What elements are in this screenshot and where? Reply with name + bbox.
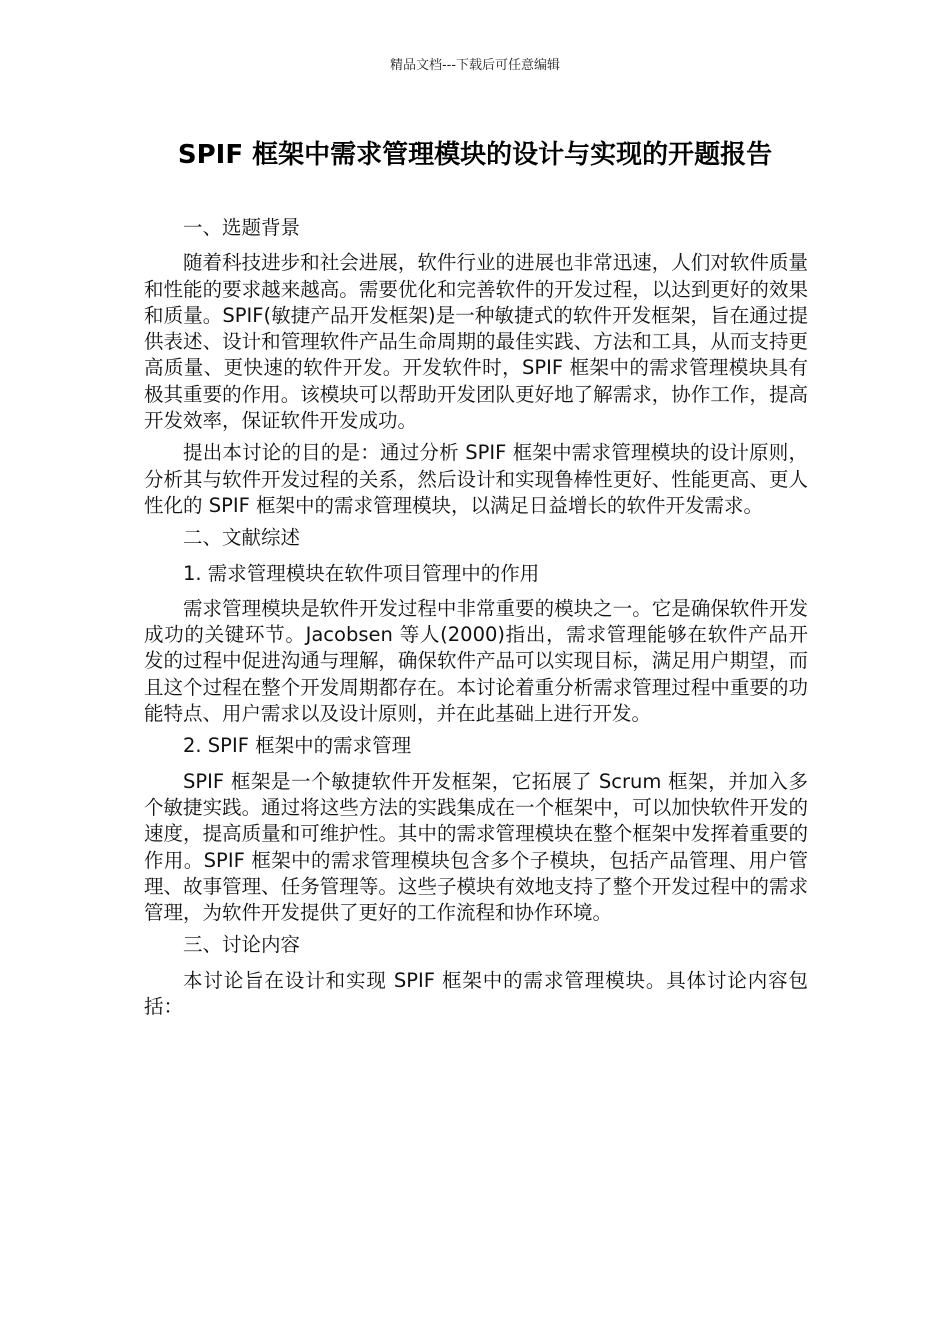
section-heading-research-content: 三、讨论内容 — [183, 933, 301, 957]
paragraph-spif-requirements: SPIF 框架是一个敏捷软件开发框架，它拓展了 Scrum 框架，并加入多个敏捷实践。通过将这些方法的实践集成在一个框架中，可以加快软件开发的速度，提高质量和可维护性。其中的需求管理模块在整个框架中发挥着重要的作用。SPIF 框架中的需求管理模块包含多个子模块，包括产品管理、用户管理、故事管理、任务管理等。这些子模块有效地支持了整个开发过程中的需求管理，为软件开发提供了更好的工作流程和协作环境。 — [144, 769, 808, 925]
document-title: SPIF 框架中需求管理模块的设计与实现的开题报告 — [177, 140, 773, 170]
section-heading-literature: 二、文献综述 — [183, 526, 301, 550]
paragraph-background-1: 随着科技进步和社会进展，软件行业的进展也非常迅速，人们对软件质量和性能的要求越来越高。需要优化和完善软件的开发过程，以达到更好的效果和质量。SPIF(敏捷产品开发框架)是一种敏捷式的软件开发框架，旨在通过提供表述、设计和管理软件产品生命周期的最佳实践、方法和工具，从而支持更高质量、更快速的软件开发。开发软件时，SPIF 框架中的需求管理模块具有极其重要的作用。该模块可以帮助开发团队更好地了解需求，协作工作，提高开发效率，保证软件开发成功。 — [144, 251, 808, 433]
document-body — [144, 215, 808, 1026]
paragraph-requirements-role: 需求管理模块是软件开发过程中非常重要的模块之一。它是确保软件开发成功的关键环节。Jacobsen 等人(2000)指出，需求管理能够在软件产品开发的过程中促进沟通与理解，确保软件产品可以实现目标，满足用户期望，而且这个过程在整个开发周期都存在。本讨论着重分析需求管理过程中重要的功能特点、用户需求以及设计原则，并在此基础上进行开发。 — [144, 596, 808, 726]
paragraph-background-2: 提出本讨论的目的是：通过分析 SPIF 框架中需求管理模块的设计原则，分析其与软件开发过程的关系，然后设计和实现鲁棒性更好、性能更高、更人性化的 SPIF 框架中的需求管理模块，以满足日益增长的软件开发需求。 — [144, 441, 808, 517]
subheading-spif-requirements: 2. SPIF 框架中的需求管理 — [183, 734, 412, 758]
paragraph-research-content: 本讨论旨在设计和实现 SPIF 框架中的需求管理模块。具体讨论内容包括： — [144, 968, 808, 1019]
section-heading-background: 一、选题背景 — [183, 216, 301, 239]
subheading-requirements-role: 1. 需求管理模块在软件项目管理中的作用 — [183, 561, 540, 585]
page-header: 精品文档---下载后可任意编辑 — [389, 58, 561, 73]
